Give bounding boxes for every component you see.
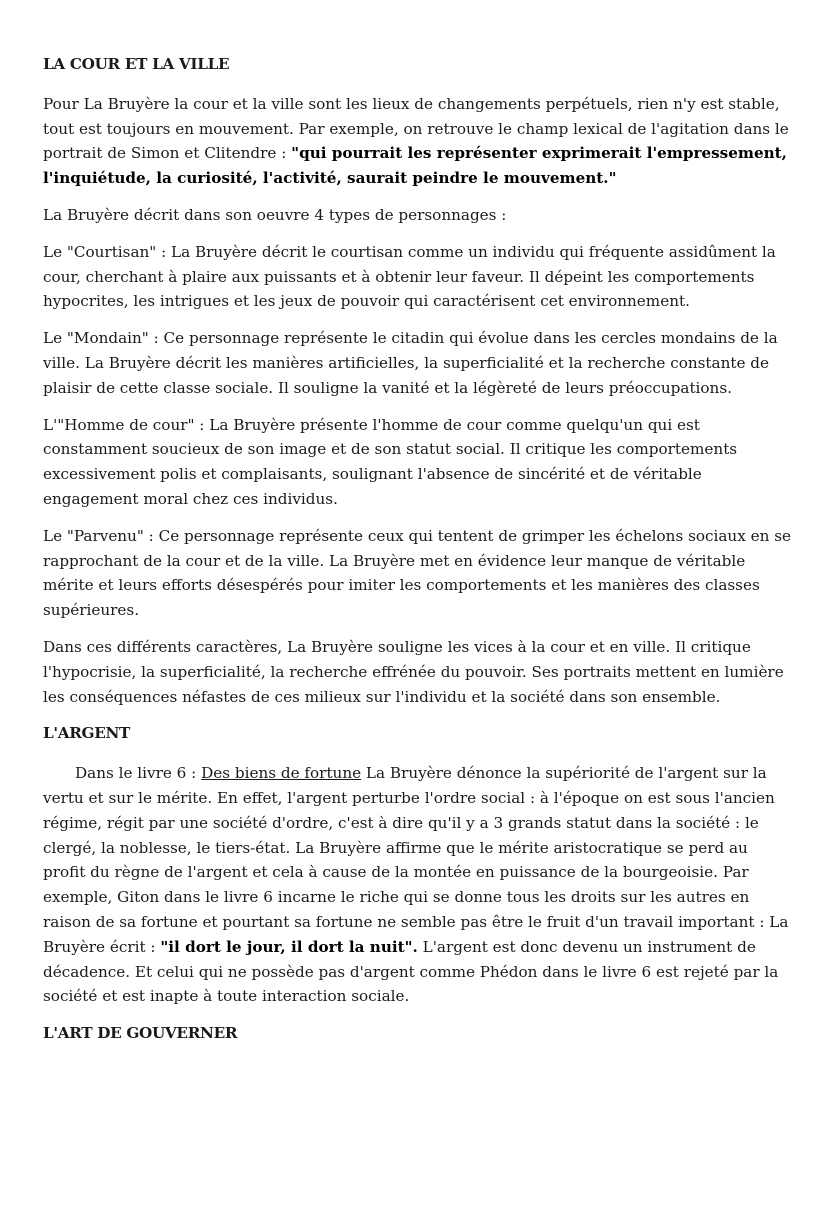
paragraph-mondain: Le "Mondain" : Ce personnage représente le citadin qui évolue dans les cercles mondains de la ville. La Bruyère décrit les manières artificielles, la superficialité et la recherche constante de plaisir de cette classe sociale. Il souligne la vanité et la légèreté de leurs préoccupations. xyxy=(43,329,778,397)
section-heading-cour-ville: LA COUR ET LA VILLE xyxy=(43,55,230,73)
paragraph-intro xyxy=(43,92,791,191)
section-heading-art-de-gouverner: L'ART DE GOUVERNER xyxy=(43,1024,238,1043)
intro-text: Pour La Bruyère la cour et la ville sont les lieux de changements perpétuels, rien n'y est stable, tout est toujours en mouvement. Par exemple, on retrouve le champ lexical de l'agitation dans le portrait de Simon et Clitendre : xyxy=(43,94,789,163)
paragraph-courtisan: Le "Courtisan" : La Bruyère décrit le courtisan comme un individu qui fréquente assidûment la cour, cherchant à plaire aux puissants et à obtenir leur faveur. Il dépeint les comportements hypocrites, les intrigues et les jeux de pouvoir qui caractérisent cet environnement. xyxy=(43,242,776,311)
argent-prefix: Dans le livre 6 : xyxy=(75,764,202,783)
argent-middle: La Bruyère dénonce la supériorité de l'argent sur la vertu et sur le mérite. En effet, l'argent perturbe l'ordre social : à l'époque on est sous l'ancien régime, régit par une société d'ordre, c'est à dire qu'il y a 3 grands statut dans la société : le clergé, la noblesse, le tiers-état. La Bruyère affirme que le mérite aristocratique se perd au profit du règne de l'argent et cela à cause de la montée en puissance de la bourgeoisie. Par exemple, Giton dans le livre 6 incarne le riche qui se donne tous les droits sur les autres en raison de sa fortune et pourtant sa fortune ne semble pas être le fruit d'un travail important : La Bruyère écrit : xyxy=(43,764,789,956)
paragraph-parvenu: Le "Parvenu" : Ce personnage représente ceux qui tentent de grimper les échelons sociaux en se rapprochant de la cour et de la ville. La Bruyère met en évidence leur manque de véritable mérite et leurs efforts désespérés pour imiter les comportements et les manières des classes supérieures. xyxy=(43,526,791,620)
section-heading-argent: L'ARGENT xyxy=(43,724,131,743)
book-title: Des biens de fortune xyxy=(201,764,362,783)
intro-quote: "qui pourrait les représenter exprimerait l'empressement, l'inquiétude, la curiosité, l'activité, saurait peindre le mouvement." xyxy=(43,144,787,188)
paragraph-homme-de-cour: L'"Homme de cour" : La Bruyère présente l'homme de cour comme quelqu'un qui est constamment soucieux de son image et de son statut social. Il critique les comportements excessivement polis et complaisants, soulignant l'absence de sincérité et de véritable engagement moral chez ces individus. xyxy=(43,415,738,508)
argent-quote: "il dort le jour, il dort la nuit". xyxy=(160,937,418,956)
paragraph-argent xyxy=(43,761,791,1009)
document-page xyxy=(43,52,791,1061)
argent-suffix: L'argent est donc devenu un instrument de décadence. Et celui qui ne possède pas d'argent comme Phédon dans le livre 6 est rejeté par la société et est inapte à toute interaction sociale. xyxy=(43,937,779,1006)
paragraph-types-intro: La Bruyère décrit dans son oeuvre 4 types de personnages : xyxy=(43,205,507,224)
paragraph-conclusion: Dans ces différents caractères, La Bruyère souligne les vices à la cour et en ville. Il critique l'hypocrisie, la superficialité, la recherche effrénée du pouvoir. Ses portraits mettent en lumière les conséquences néfastes de ces milieux sur l'individu et la société dans son ensemble. xyxy=(43,637,784,706)
